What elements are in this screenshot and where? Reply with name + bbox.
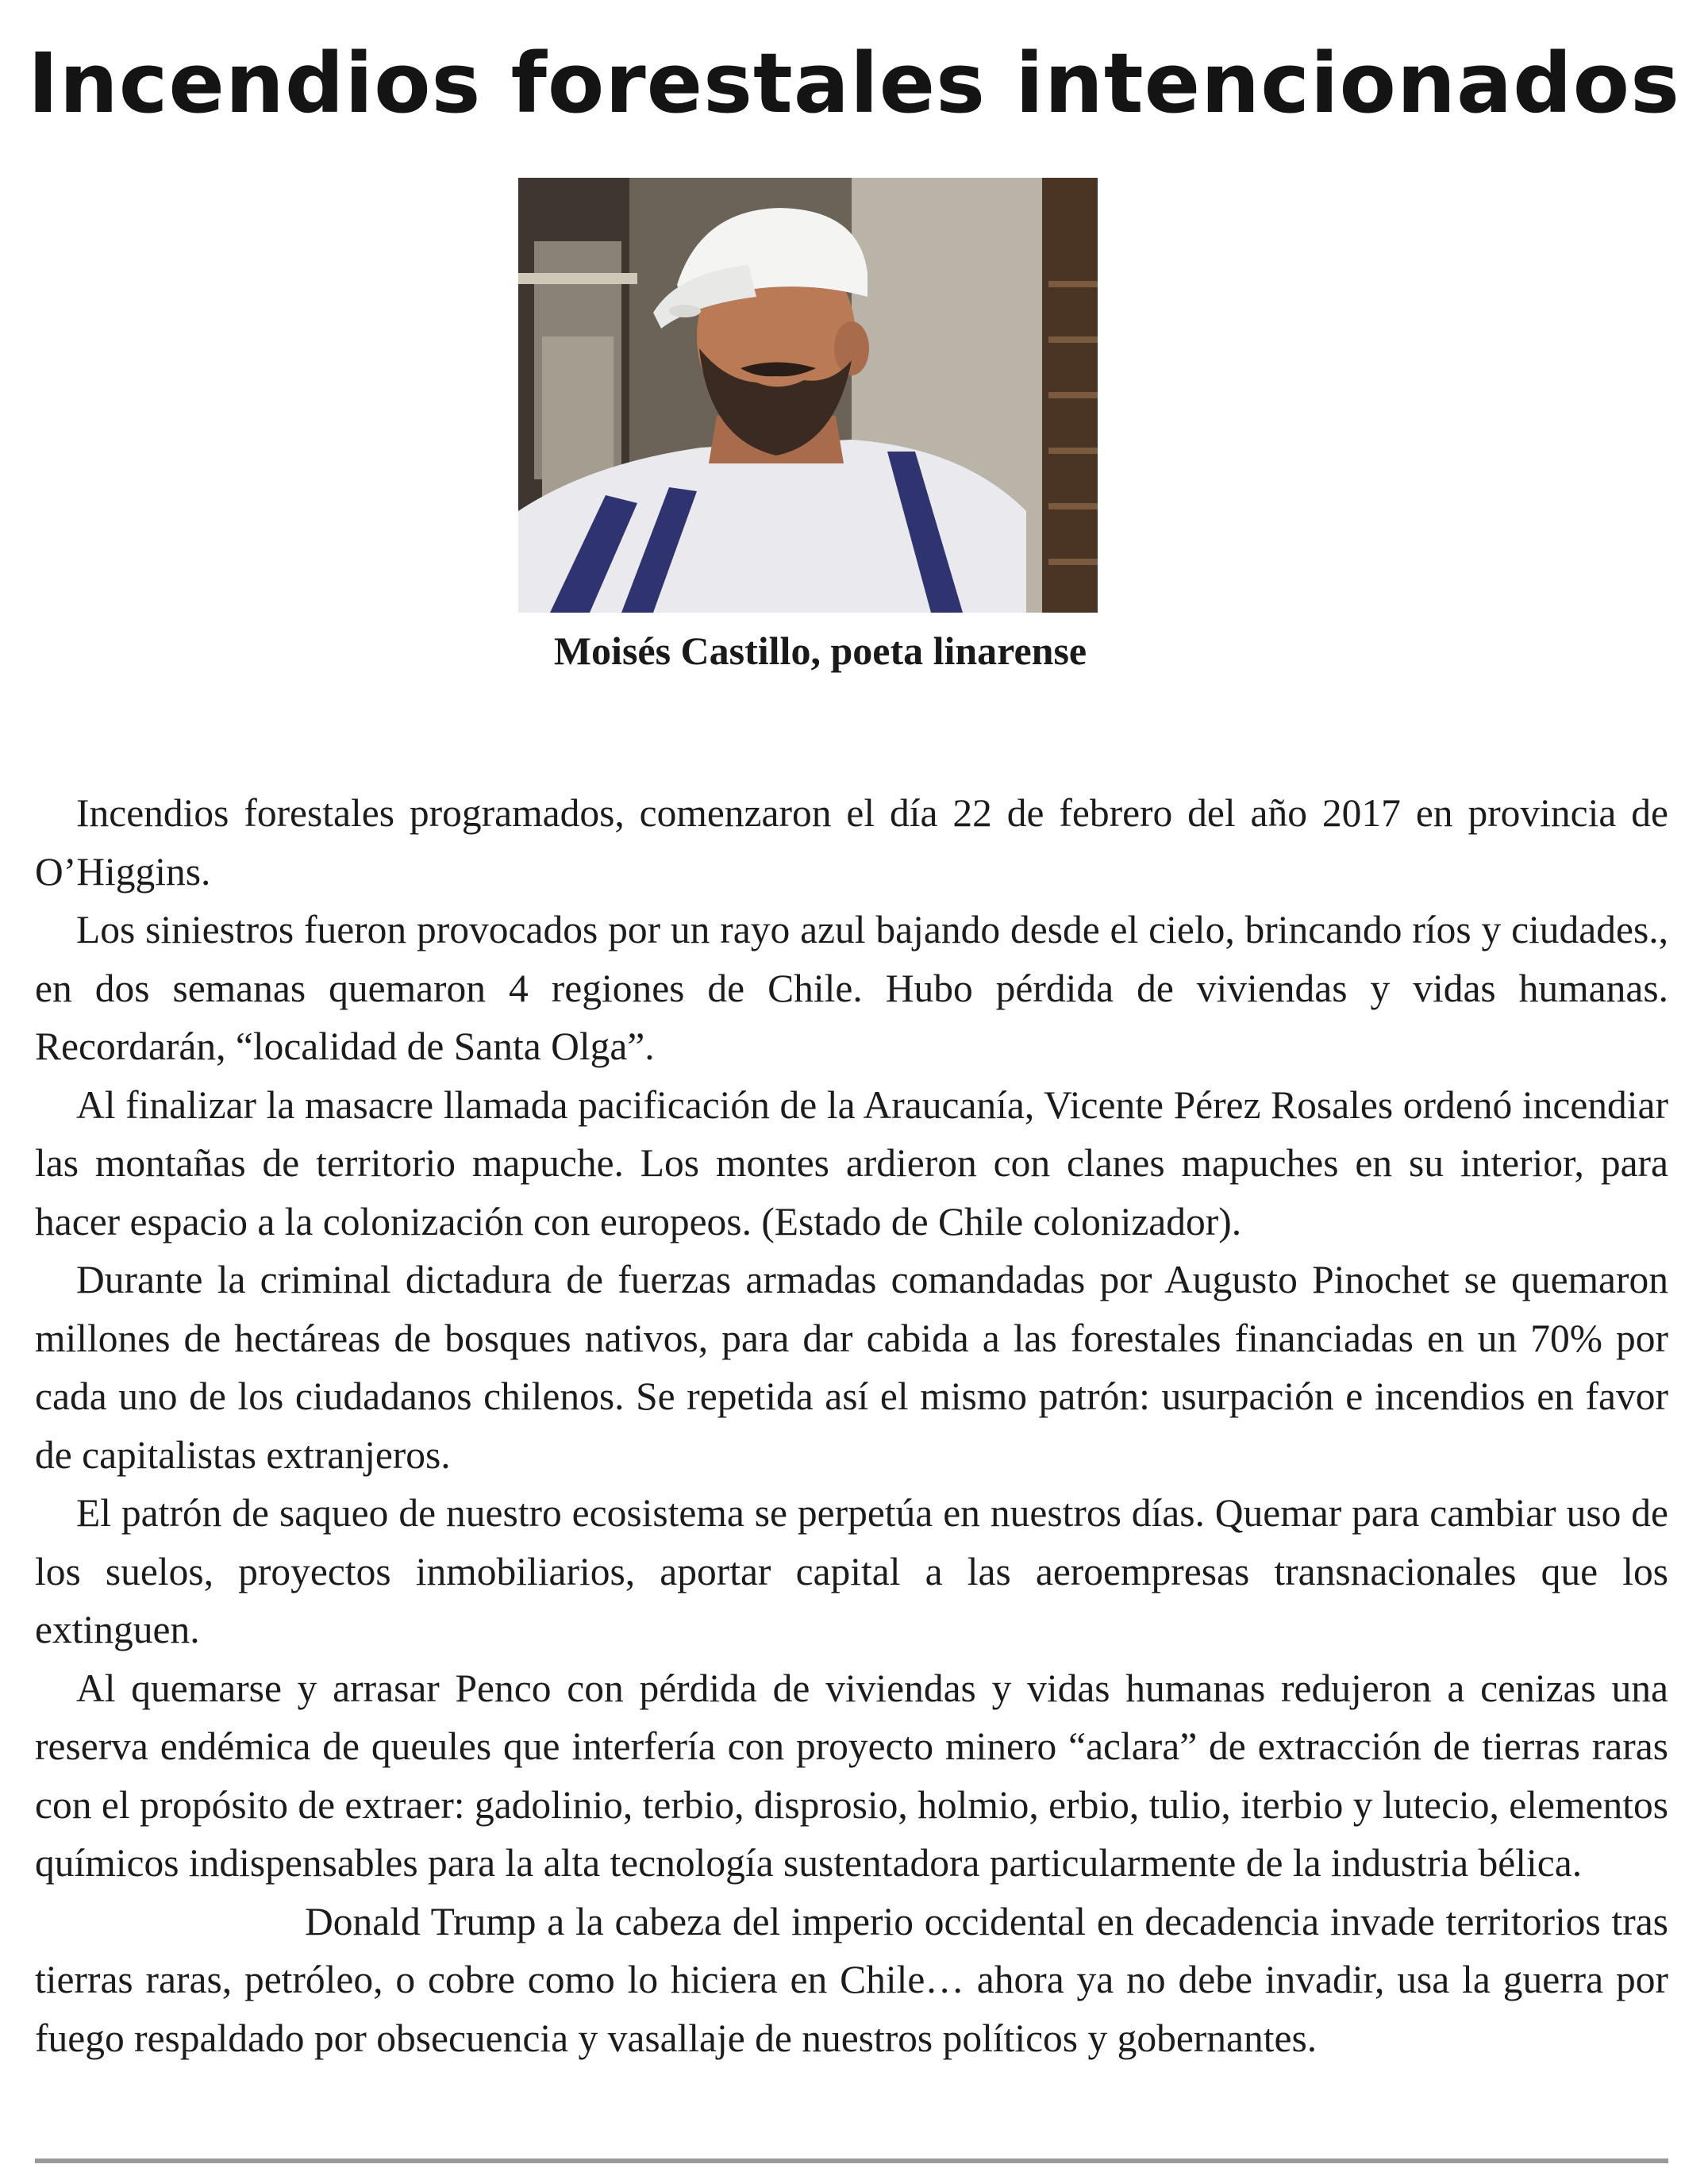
portrait-photo (518, 178, 1098, 613)
bottom-divider (35, 2158, 1668, 2163)
article-paragraph: Los siniestros fueron provocados por un rayo azul bajando desde el cielo, brincando ríos y ciudades., en dos semanas quemaron 4 regiones de Chile. Hubo pérdida de viviendas y vidas humanas. Recordarán, “localidad de Santa Olga”. (35, 908, 1668, 1068)
page-title: Incendios forestales intencionados (28, 35, 1680, 132)
article-paragraph: Al quemarse y arrasar Penco con pérdida de viviendas y vidas humanas redujeron a cenizas una reserva endémica de queules que interfería con proyecto minero “aclara” de extracción de tierras raras con el propósito de extraer: gadolinio, terbio, disprosio, holmio, erbio, tulio, iterbio y lutecio, elementos químicos indispensables para la alta tecnología sustentadora particularmente de la industria bélica. (35, 1666, 1668, 1885)
article-paragraph: Al finalizar la masacre llamada pacificación de la Araucanía, Vicente Pérez Rosales ordenó incendiar las montañas de territorio mapuche. Los montes ardieron con clanes mapuches en su interior, para hacer espacio a la colonización con europeos. (Estado de Chile colonizador). (35, 1082, 1668, 1244)
article-paragraph: Durante la criminal dictadura de fuerzas armadas comandadas por Augusto Pinochet se quemaron millones de hectáreas de bosques nativos, para dar cabida a las forestales financiadas en un 70% por cada uno de los ciudadanos chilenos. Se repetida así el mismo patrón: usurpación e incendios en favor de capitalistas extranjeros. (35, 1258, 1668, 1477)
photo-caption: Moisés Castillo, poeta linarense (553, 628, 1087, 673)
article-body (35, 784, 1668, 2067)
article-paragraph: Incendios forestales programados, comenzaron el día 22 de febrero del año 2017 en provincia de O’Higgins. (35, 791, 1668, 894)
article-paragraph: El patrón de saqueo de nuestro ecosistema se perpetúa en nuestros días. Quemar para cambiar uso de los suelos, proyectos inmobiliarios, aportar capital a las aeroempresas transnacionales que los extinguen. (35, 1491, 1668, 1651)
article-paragraph: Donald Trump a la cabeza del imperio occidental en decadencia invade territorios tras tierras raras, petróleo, o cobre como lo hiciera en Chile… ahora ya no debe invadir, usa la guerra por fuego respaldado por obsecuencia y vasallaje de nuestros políticos y gobernantes. (35, 1899, 1668, 2060)
